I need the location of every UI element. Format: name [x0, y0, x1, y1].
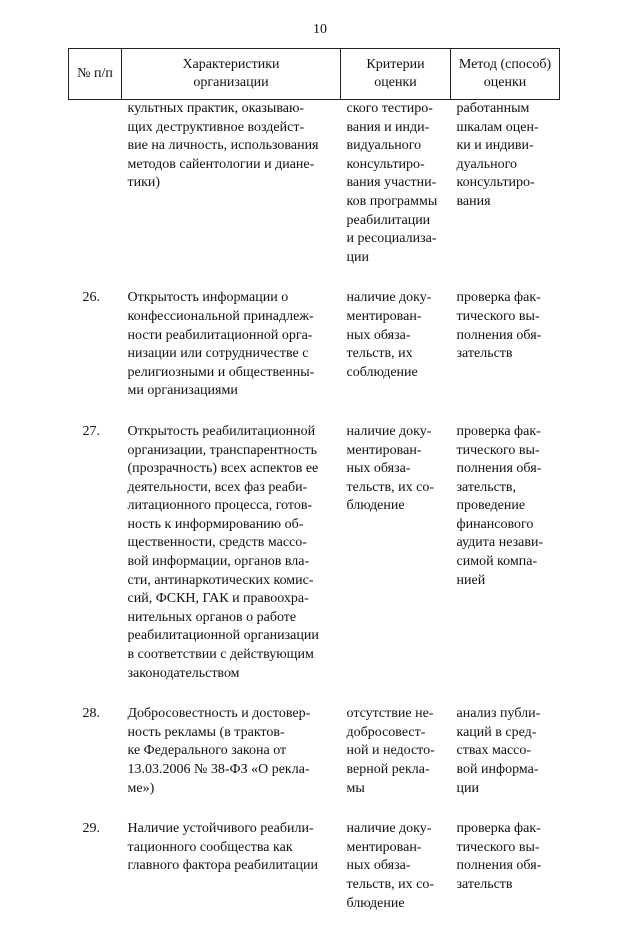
row-number: 26. — [82, 290, 100, 306]
row-criteria: отсутствие не- добросовест- ной и недосто- верной рекла- мы — [346, 706, 435, 796]
row-criteria: ского тестиро- вания и инди- видуального консультиро- вания участни- ков программы реабилитации и ресоциализа- ции — [346, 101, 438, 265]
row-method: анализ публи- каций в сред- ствах массо- вой информа- ции — [456, 706, 541, 796]
table-row — [69, 100, 560, 290]
row-criteria: наличие доку- ментирован- ных обяза- тельств, их со- блюдение — [346, 821, 435, 911]
row-method: проверка фак- тического вы- полнения обя- зательств, проведение финансового аудита незави- симой компа- нией — [456, 423, 544, 588]
row-method: работанным шкалам оцен- ки и индиви- дуального консультиро- вания — [456, 101, 539, 209]
table-row — [69, 820, 560, 935]
row-number: 29. — [82, 821, 100, 837]
row-number — [69, 100, 122, 290]
table-row — [69, 423, 560, 705]
row-criteria: наличие доку- ментирован- ных обяза- тельств, их со- блюдение — [346, 423, 435, 514]
row-characteristic: Добросовестность и достовер- ность рекламы (в трактов- ке Федерального закона от 13.03.2006 № 38-ФЗ «О рекла- ме») — [127, 706, 311, 796]
row-method: проверка фак- тического вы- полнения обя- зательств — [456, 821, 542, 892]
row-method: проверка фак- тического вы- полнения обя- зательств — [456, 290, 542, 362]
row-characteristic: Открытость информации о конфессиональной принадлеж- ности реабилитационной орга- низации или сотрудничестве с религиозными и общественны- ми организациями — [127, 290, 315, 399]
header-characteristics: Характеристики организации — [122, 49, 341, 100]
criteria-table — [68, 48, 560, 935]
row-characteristic: культных практик, оказываю- щих деструктивное воздейст- вие на личность, использования методов сайентологии и диане- тики) — [127, 101, 319, 191]
row-number: 27. — [82, 423, 100, 439]
table-row — [69, 289, 560, 423]
header-number: № п/п — [69, 49, 122, 100]
header-criteria: Критерии оценки — [341, 49, 451, 100]
page-number: 10 — [313, 22, 327, 37]
row-number: 28. — [82, 706, 100, 722]
table-header — [69, 49, 560, 100]
row-characteristic: Наличие устойчивого реабили- тационного сообщества как главного фактора реабилитации — [127, 821, 318, 874]
row-characteristic: Открытость реабилитационной организации, транспарентность (прозрачность) всех аспектов ее деятельности, всех фаз реаби- литационного процесса, готов- ность к информированию об- щественности, средств массо- вой информации, органов вла- сти, антинаркотических комис- сий, ФСКН, ГАК и правоохра- нительных органов о работе реабилитационной организации в соответствии с действующим законодательством — [127, 423, 319, 681]
row-criteria: наличие доку- ментирован- ных обяза- тельств, их соблюдение — [346, 290, 432, 380]
header-method: Метод (способ) оценки — [451, 49, 560, 100]
table-row — [69, 705, 560, 820]
